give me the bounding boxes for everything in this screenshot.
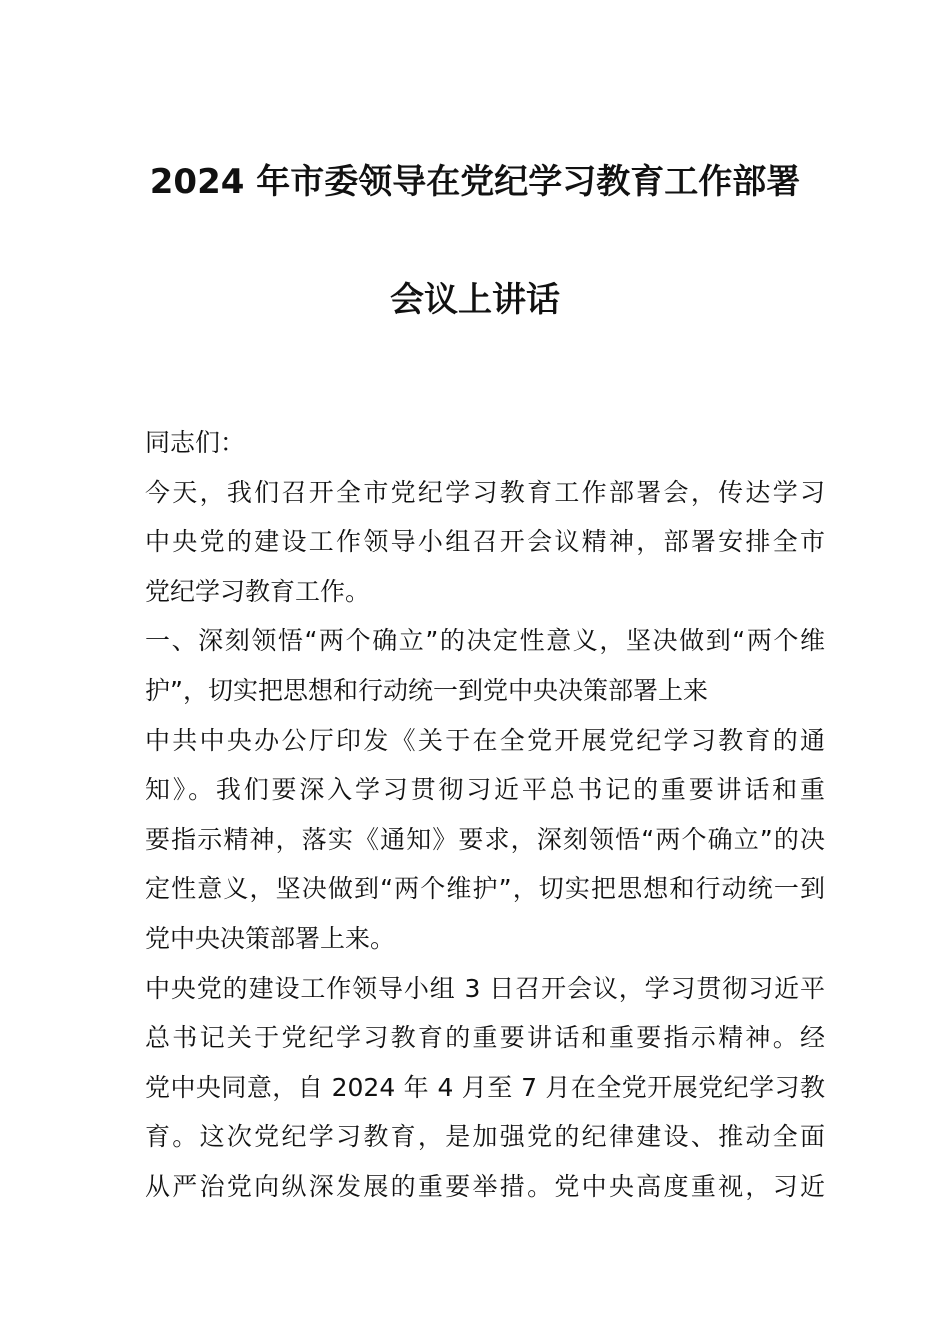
body-text-line: 知》。我们要深入学习贯彻习近平总书记的重要讲话和重 [145,775,825,805]
body-text-line: 中央党的建设工作领导小组召开会议精神，部署安排全市 [145,527,825,557]
body-text-line: 定性意义，坚决做到“两个维护”，切实把思想和行动统一到 [145,874,825,904]
body-text-line: 育。这次党纪学习教育，是加强党的纪律建设、推动全面 [145,1122,825,1152]
body-text-line: 一、深刻领悟“两个确立”的决定性意义，坚决做到“两个维 [145,626,825,656]
body-text-line: 党纪学习教育工作。 [145,576,371,606]
body-text-line: 中央党的建设工作领导小组 3 日召开会议，学习贯彻习近平 [145,973,825,1003]
document-title-line-2: 会议上讲话 [390,280,560,320]
body-text-line: 党中央决策部署上来。 [145,923,396,953]
document-title-line-1: 2024 年市委领导在党纪学习教育工作部署 [149,162,801,202]
body-text-line: 总书记关于党纪学习教育的重要讲话和重要指示精神。经 [145,1023,825,1053]
document-body [145,418,825,1212]
body-text-line: 党中央同意，自 2024 年 4 月至 7 月在全党开展党纪学习教 [145,1072,825,1102]
body-text-line: 要指示精神，落实《通知》要求，深刻领悟“两个确立”的决 [145,824,825,854]
body-text-line: 从严治党向纵深发展的重要举措。党中央高度重视，习近 [145,1171,825,1201]
body-text-line: 同志们： [145,428,246,457]
body-text-line: 中共中央办公厅印发《关于在全党开展党纪学习教育的通 [145,725,825,755]
body-text-line: 护”，切实把思想和行动统一到党中央决策部署上来 [145,675,708,705]
body-text-line: 今天，我们召开全市党纪学习教育工作部署会，传达学习 [145,477,825,507]
